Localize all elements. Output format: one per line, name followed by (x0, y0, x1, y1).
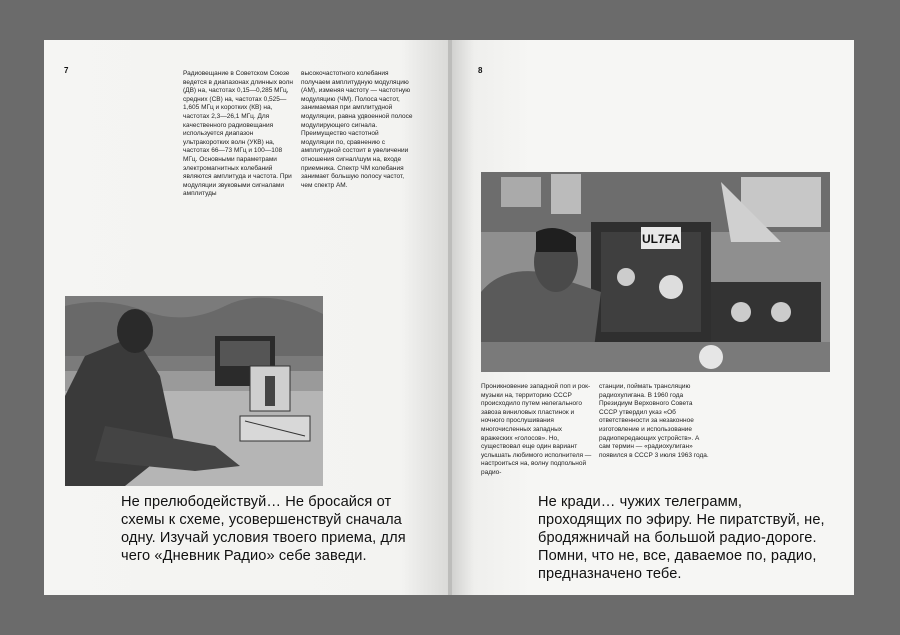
book-spine (448, 40, 452, 595)
right-quote: Не кради… чужих телеграмм, проходящих по эфиру. Не пиратствуй, не, бродяжничай на большой радио-дороге. Помни, что не, все, даваемое по, радио, предназначено тебе. (538, 494, 825, 582)
right-photo-radio-operator (481, 172, 830, 372)
callsign-plate: UL7FA (641, 232, 681, 246)
right-page-number: 8 (478, 66, 483, 75)
left-quote: Не прелюбодействуй… Не бросайся от схемы к схеме, усовершенствуй сначала одну. Изучай условия твоего приема, для чего «Дневник Радио» себе заведи. (121, 494, 406, 564)
left-photo-radio-amateur (65, 296, 323, 486)
right-text-column-2: станции, поймать трансляцию радиохулигана. В 1960 года Президиум Верховного Совета СССР утвердил указ «Об ответственности за незаконное изготовление и использование радиопередающих устройств». А сам термин — «радиохулиган» появился в СССР 3 июля 1963 года. (599, 383, 709, 459)
left-text-column-2: высокочастотного колебания получаем амплитудную модуляцию (АМ), изменяя частоту — частотную модуляцию (ЧМ). Полоса частот, занимаемая при амплитудной модуляции, равна удвоенной полосе модулирующего сигнала. Преимущество частотной модуляции по, сравнению с амплитудной состоит в увеличении отношения сигнал/шум на, входе приемника. Спектр ЧМ колебания занимает большую полосу частот, чем спектр АМ. (301, 70, 413, 189)
right-text-column-1: Проникновение западной поп и рок-музыки на, территорию СССР происходило путем нелегального завоза виниловых пластинок и ночного прослушивания многочисленных западных вражеских «голосов». Но, существовал еще один вариант услышать любимого исполнителя — настроиться на, волну подпольной радио- (481, 383, 592, 476)
left-text-column-1: Радиовещание в Советском Союзе ведется в диапазонах длинных волн (ДВ) на, частотах 0,15—0,285 МГц, средних (СВ) на, частотах 0,525—1,605 МГц и коротких (КВ) на, частотах 2,3—26,1 МГц. Для качественного радиовещания используется диапазон ультракоротких волн (УКВ) на, частотах 66—73 МГц и 100—108 МГц. Основными параметрами электромагнитных колебаний являются амплитуда и частота. При модуляции звуковыми сигналами амплитуды (183, 70, 294, 198)
left-page-number: 7 (64, 66, 69, 75)
